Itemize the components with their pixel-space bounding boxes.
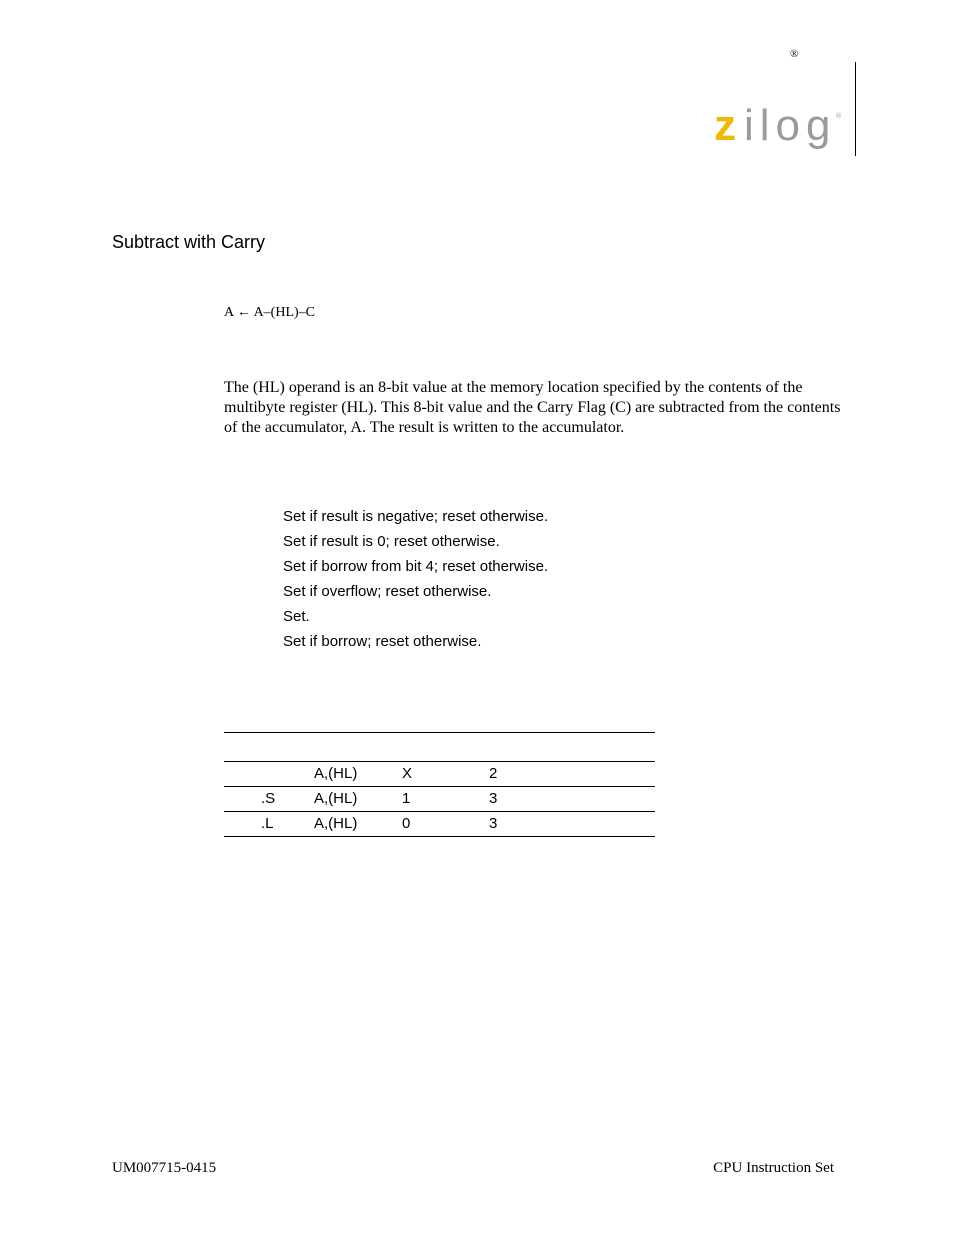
cycles-cell: 2 xyxy=(489,765,498,782)
operand-cell: A,(HL) xyxy=(314,765,358,782)
zilog-logo xyxy=(714,104,846,158)
footer-doc-id: UM007715-0415 xyxy=(112,1160,217,1176)
adl-cell: 0 xyxy=(402,815,411,832)
operand-cell: A,(HL) xyxy=(314,790,358,807)
description-paragraph: The (HL) operand is an 8-bit value at the memory location specified by the contents of the multibyte register (HL). This 8-bit value and the Carry Flag (C) are subtracted from the contents of the accumulator, A. The result is written to the accumulator. xyxy=(224,379,841,436)
suffix-cell: .S xyxy=(261,790,276,807)
opcode-table xyxy=(224,732,655,837)
flag-description: Set if borrow from bit 4; reset otherwise. xyxy=(283,558,549,575)
header-rule xyxy=(855,62,856,156)
svg-text:ilog: ilog xyxy=(744,104,837,150)
adl-cell: 1 xyxy=(402,790,411,807)
table-row xyxy=(224,787,655,812)
flag-description: Set if result is negative; reset otherwise. xyxy=(283,508,549,525)
operand-cell: A,(HL) xyxy=(314,815,358,832)
cycles-cell: 3 xyxy=(489,790,498,807)
section-title: Subtract with Carry xyxy=(112,232,266,252)
suffix-cell: .L xyxy=(261,815,274,832)
table-row xyxy=(224,812,655,837)
flag-description: Set if overflow; reset otherwise. xyxy=(283,583,492,600)
footer-section-name: CPU Instruction Set xyxy=(713,1160,834,1176)
operation-expression: A ← A–(HL)–C xyxy=(224,305,315,320)
table-header-row xyxy=(224,733,655,762)
flag-description: Set. xyxy=(283,608,310,625)
flag-description: Set if borrow; reset otherwise. xyxy=(283,633,482,650)
flag-description: Set if result is 0; reset otherwise. xyxy=(283,533,500,550)
cycles-cell: 3 xyxy=(489,815,498,832)
registered-mark: ® xyxy=(790,48,799,60)
adl-cell: X xyxy=(402,765,413,782)
svg-text:®: ® xyxy=(836,113,842,120)
svg-text:z: z xyxy=(714,104,736,150)
table-row xyxy=(224,762,655,787)
condition-flags-list xyxy=(283,507,548,657)
